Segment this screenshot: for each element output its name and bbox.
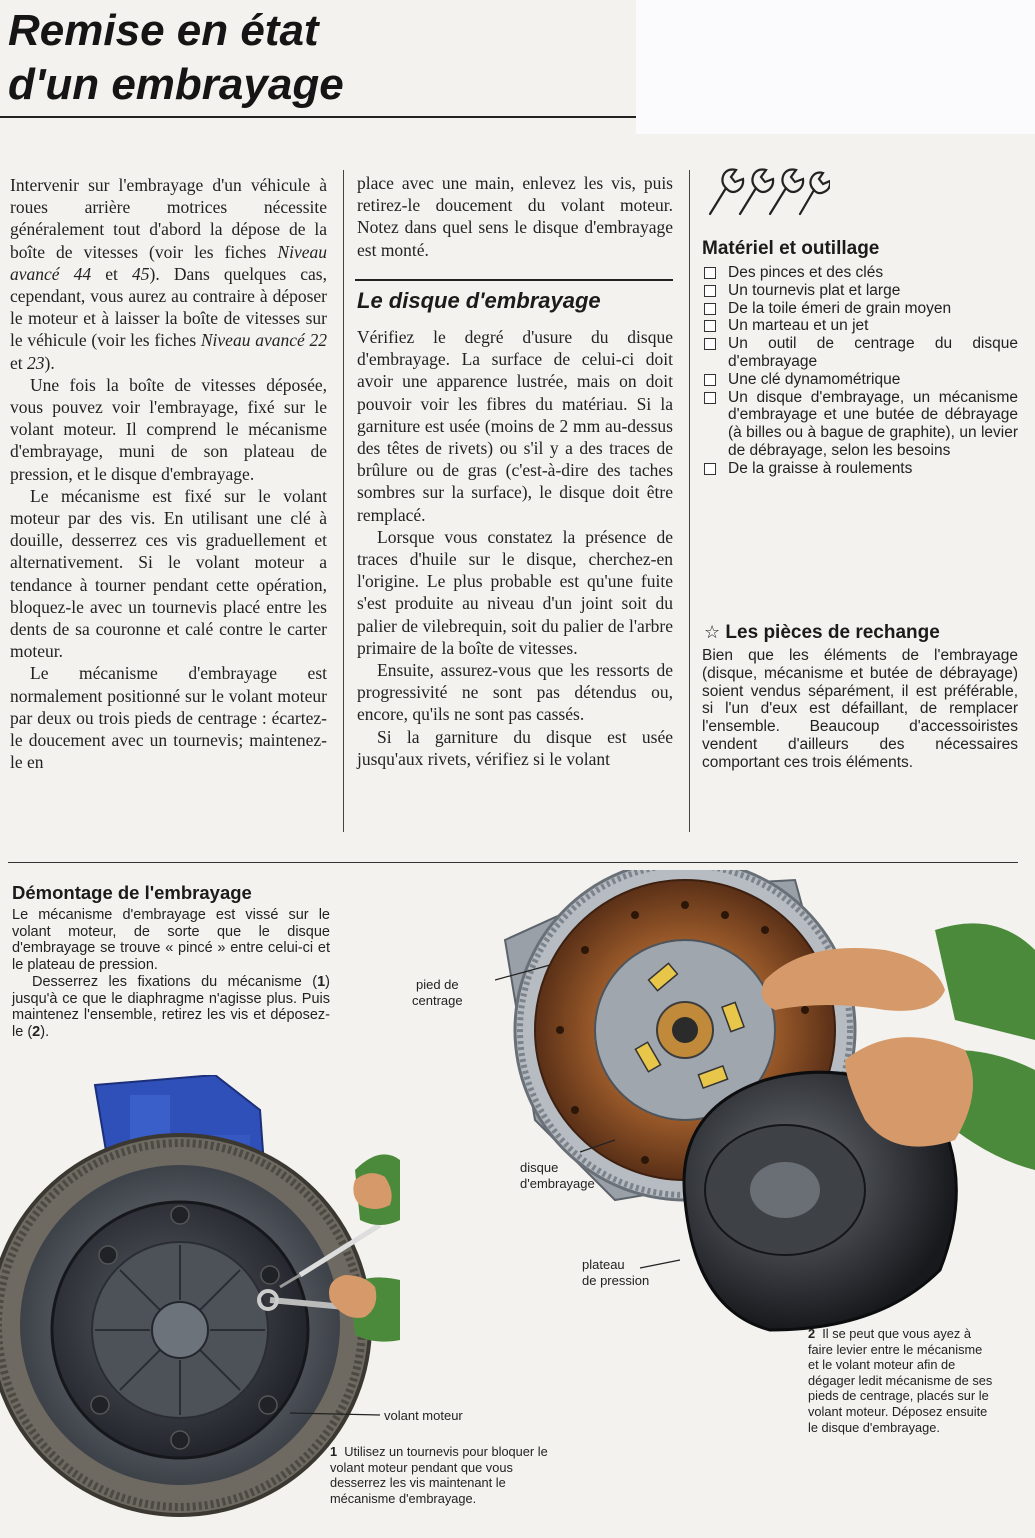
checkbox-icon: [704, 374, 716, 386]
caption-2: 2 Il se peut que vous ayez à faire levier entre le mécanisme et le volant moteur afin de dégager ledit mécanisme de ses pieds de centrage, placés sur le volant moteur. Déposez ensuite le disque d'embrayage.: [808, 1326, 993, 1435]
materiel-heading: Matériel et outillage: [702, 238, 880, 259]
column-divider-2: [689, 170, 690, 832]
col1-paragraph-1: Intervenir sur l'embrayage d'un véhicule à roues arrière motrices nécessite généralement tout d'abord la dépose de la boîte de vitesses (voir les fiches Niveau avancé 44 et 45). Dans quelques cas, cependant, vous aurez au contraire à déposer le moteur et à laisser la boîte de vitesses sur le véhicule (voir les fiches Niveau avancé 22 et 23).: [10, 175, 327, 373]
checkbox-icon: [704, 285, 716, 297]
wrench-set-icon: [700, 166, 830, 222]
checkbox-icon: [704, 463, 716, 475]
disque-paragraph-1: Vérifiez le degré d'usure du disque d'embrayage. La surface de celui-ci doit avoir une apparence lustrée, mais on doit pouvoir voir les fibres du matériau. Si la garniture est usée (moins de 2 mm au-dessus des têtes de rivets) ou s'il y a des traces de brûlure ou de gras (c'est-à-dire des taches sombres sur la surface), le disque doit être remplacé.: [357, 327, 673, 525]
title-rule: [0, 116, 636, 118]
checklist-item: Une clé dynamométrique: [702, 371, 1018, 389]
checklist-item: De la graisse à roulements: [702, 460, 1018, 478]
title-line-2: d'un embrayage: [8, 60, 344, 109]
disque-section-heading: Le disque d'embrayage: [357, 288, 601, 313]
label-pied-de-centrage: pied de centrage: [412, 977, 463, 1008]
page-title: [8, 4, 344, 112]
checklist-item: Un disque d'embrayage, un mécanisme d'embrayage et une butée de débrayage (à billes ou à bague de graphite), un levier de débrayage, selon les besoins: [702, 389, 1018, 460]
pieces-heading: [704, 622, 940, 644]
illustration-clutch-disc: [495, 870, 1035, 1340]
caption-1: 1 Utilisez un tournevis pour bloquer le volant moteur pendant que vous desserrez les vis maintenant le mécanisme d'embrayage.: [330, 1444, 548, 1506]
demontage-heading: Démontage de l'embrayage: [12, 882, 252, 903]
column-divider-1: [343, 170, 344, 832]
demontage-paragraph-1: Le mécanisme d'embrayage est vissé sur le volant moteur, de sorte que le disque d'embrayage se trouve « pincé » entre celui-ci et le plateau de pression.: [12, 907, 330, 974]
disque-section-text: [357, 326, 673, 770]
checklist-item: Des pinces et des clés: [702, 264, 1018, 282]
checkbox-icon: [704, 303, 716, 315]
checkbox-icon: [704, 338, 716, 350]
col1-paragraph-3: Le mécanisme est fixé sur le volant moteur par des vis. En utilisant une clé à douille, desserrez ces vis graduellement et alternativement. Si le volant moteur a tendance à tourner pendant cette opération, bloquez-le avec un tournevis placé entre les dents de sa couronne et calé contre le carter moteur.: [10, 485, 327, 662]
disque-paragraph-4: Si la garniture du disque est usée jusqu'aux rivets, vérifiez si le volant: [357, 726, 673, 769]
checkbox-icon: [704, 392, 716, 404]
demontage-text: [12, 907, 330, 1041]
pieces-heading-text: Les pièces de rechange: [725, 622, 940, 643]
section-divider: [8, 862, 1018, 863]
star-icon: ☆: [704, 622, 721, 643]
checkbox-icon: [704, 267, 716, 279]
pieces-text-block: [702, 647, 1018, 772]
col1-paragraph-4: Le mécanisme d'embrayage est normalement positionné sur le volant moteur par deux ou trois pieds de centrage : écartez-le doucement avec un tournevis; maintenez-le en: [10, 663, 327, 773]
header-corner-panel: [636, 0, 1035, 134]
checklist-item: Un marteau et un jet: [702, 317, 1018, 335]
column-1-text: [10, 174, 327, 773]
section-rule: [355, 279, 673, 281]
materiel-checklist: [702, 264, 1018, 478]
disque-paragraph-2: Lorsque vous constatez la présence de traces d'huile sur le disque, cherchez-en l'origine. Le plus probable est qu'une fuite s'est produite au niveau d'un joint soit du palier de vilebrequin, soit du palier de l'arbre primaire de la boîte de vitesses.: [357, 526, 673, 658]
label-plateau-pression: plateau de pression: [582, 1257, 650, 1288]
col1-paragraph-2: Une fois la boîte de vitesses déposée, vous pouvez voir l'embrayage, fixé sur le volant moteur. Il comprend le mécanisme d'embrayage, muni de son plateau de pression, et le disque d'embrayage.: [10, 374, 327, 484]
checklist-item: Un outil de centrage du disque d'embrayage: [702, 335, 1018, 371]
label-disque-embrayage: disque d'embrayage: [520, 1160, 595, 1191]
col2-intro-paragraph: place avec une main, enlevez les vis, puis retirez-le doucement du volant moteur. Notez dans quel sens le disque d'embrayage est monté.: [357, 173, 673, 260]
checklist-item: Un tournevis plat et large: [702, 282, 1018, 300]
checkbox-icon: [704, 320, 716, 332]
volant-leader-line: [290, 1405, 385, 1425]
column-2-intro: [357, 172, 673, 261]
pieces-text: Bien que les éléments de l'embrayage (disque, mécanisme et butée de débrayage) soient vendus séparément, il est préférable, si l'un d'eux est défaillant, de remplacer l'ensemble. Beaucoup d'accessoiristes vendent d'ailleurs des nécessaires comportant ces trois éléments.: [702, 647, 1018, 771]
checklist-item: De la toile émeri de grain moyen: [702, 300, 1018, 318]
title-line-1: Remise en état: [8, 6, 319, 55]
demontage-paragraph-2: Desserrez les fixations du mécanisme (1) jusqu'à ce que le diaphragme n'agisse plus. Puis maintenez l'ensemble, retirez les vis et déposez-le (2).: [12, 973, 330, 1040]
label-volant-moteur: volant moteur: [384, 1408, 463, 1423]
disque-paragraph-3: Ensuite, assurez-vous que les ressorts de progressivité ne sont pas détendus ou, encore, qu'ils ne sont pas cassés.: [357, 660, 673, 725]
